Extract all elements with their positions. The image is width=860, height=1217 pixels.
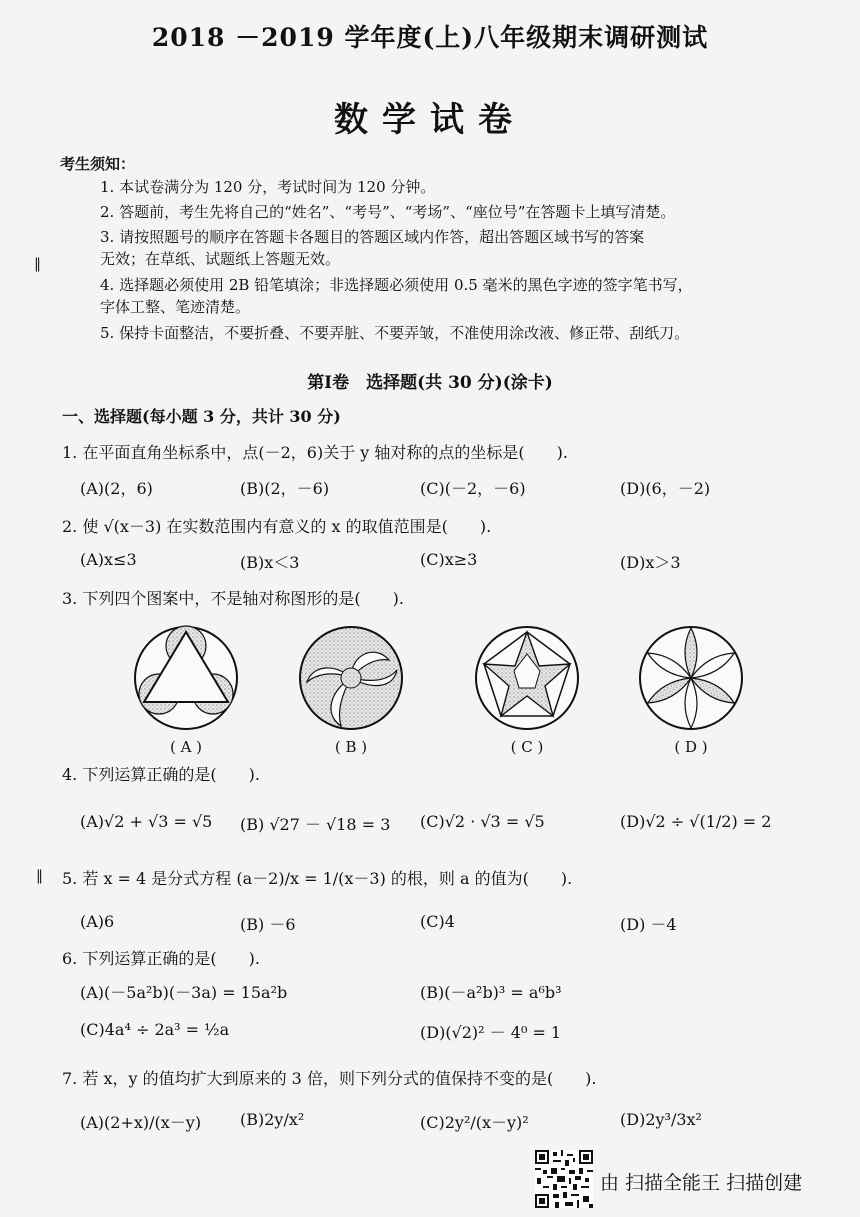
question-5-option-b: (B) －6 bbox=[240, 915, 296, 934]
question-5-option-c: (C)4 bbox=[420, 912, 455, 931]
question-6-stem: 6. 下列运算正确的是( ). bbox=[62, 949, 260, 968]
figure-d-petal-pattern bbox=[637, 624, 745, 732]
question-7-option-a: (A)(2+x)/(x－y) bbox=[80, 1113, 202, 1132]
question-6-option-d: (D)(√2)² － 4⁰ = 1 bbox=[420, 1023, 562, 1042]
notice-line: 2. 答题前，考生先将自己的“姓名”、“考号”、“考场”、“座位号”在答题卡上填写清楚。 bbox=[100, 203, 676, 221]
question-6-option-b: (B)(－a²b)³ = a⁶b³ bbox=[420, 983, 562, 1002]
notice-line: 3. 请按照题号的顺序在答题卡各题目的答题区域内作答，超出答题区域书写的答案 bbox=[100, 228, 645, 246]
subject-title: 数学试卷 bbox=[334, 100, 526, 140]
figure-c-star-pattern bbox=[473, 624, 581, 732]
question-4-stem: 4. 下列运算正确的是( ). bbox=[62, 765, 260, 784]
figure-b-swirl-pattern bbox=[297, 624, 405, 732]
notice-line: 1. 本试卷满分为 120 分，考试时间为 120 分钟。 bbox=[100, 178, 436, 196]
notice-line: 5. 保持卡面整洁，不要折叠、不要弄脏、不要弄皱，不准使用涂改液、修正带、刮纸刀。 bbox=[100, 324, 690, 342]
question-1-stem: 1. 在平面直角坐标系中，点(－2，6)关于 y 轴对称的点的坐标是( ). bbox=[62, 443, 568, 462]
question-7-option-c: (C)2y²/(x－y)² bbox=[420, 1113, 529, 1132]
question-1-option-c: (C)(－2，－6) bbox=[420, 479, 526, 498]
exam-title: 2018 －2019 学年度(上)八年级期末调研测试 bbox=[151, 23, 709, 52]
scanner-watermark: 由 扫描全能王 扫描创建 bbox=[600, 1172, 803, 1194]
question-5-option-a: (A)6 bbox=[80, 912, 115, 931]
question-5-stem: 5. 若 x = 4 是分式方程 (a－2)/x = 1/(x－3) 的根，则 a 的值为( ). bbox=[62, 869, 573, 888]
notice-label: 考生须知： bbox=[60, 155, 136, 173]
question-6-option-c: (C)4a⁴ ÷ 2a³ = ½a bbox=[80, 1020, 230, 1039]
part-title: 一、选择题(每小题 3 分，共计 30 分) bbox=[62, 407, 341, 426]
question-7-option-b: (B)2y/x² bbox=[240, 1110, 305, 1129]
figure-c-label: ( C ) bbox=[510, 738, 544, 756]
notice-line: 字体工整、笔迹清楚。 bbox=[100, 298, 251, 316]
figure-d-label: ( D ) bbox=[674, 738, 708, 756]
question-4-option-c: (C)√2 · √3 = √5 bbox=[420, 812, 545, 831]
question-2-option-d: (D)x＞3 bbox=[620, 553, 681, 572]
question-4-option-a: (A)√2 + √3 = √5 bbox=[80, 812, 213, 831]
question-1-option-d: (D)(6，－2) bbox=[620, 479, 711, 498]
question-7-stem: 7. 若 x，y 的值均扩大到原来的 3 倍，则下列分式的值保持不变的是( ). bbox=[62, 1069, 597, 1088]
question-2-option-a: (A)x≤3 bbox=[80, 550, 137, 569]
figure-a-label: ( A ) bbox=[169, 738, 203, 756]
notice-line: 4. 选择题必须使用 2B 铅笔填涂；非选择题必须使用 0.5 毫米的黑色字迹的签字笔书写， bbox=[100, 276, 693, 294]
question-4-option-d: (D)√2 ÷ √(1/2) = 2 bbox=[620, 812, 772, 831]
question-2-option-c: (C)x≥3 bbox=[420, 550, 478, 569]
margin-mark: ‖ bbox=[36, 868, 43, 884]
section-title: 第Ⅰ卷 选择题(共 30 分)(涂卡) bbox=[307, 373, 553, 393]
qr-code-icon bbox=[535, 1150, 593, 1208]
figure-a-triangle-pattern bbox=[132, 624, 240, 732]
figure-b-label: ( B ) bbox=[334, 738, 368, 756]
question-2-stem: 2. 使 √(x－3) 在实数范围内有意义的 x 的取值范围是( ). bbox=[62, 517, 492, 536]
question-5-option-d: (D) －4 bbox=[620, 915, 677, 934]
question-2-option-b: (B)x＜3 bbox=[240, 553, 300, 572]
margin-mark: ‖ bbox=[34, 256, 41, 272]
question-7-option-d: (D)2y³/3x² bbox=[620, 1110, 702, 1129]
notice-line: 无效；在草纸、试题纸上答题无效。 bbox=[100, 250, 341, 268]
question-1-option-b: (B)(2，－6) bbox=[240, 479, 330, 498]
question-4-option-b: (B) √27 － √18 = 3 bbox=[240, 815, 391, 834]
question-1-option-a: (A)(2，6) bbox=[80, 479, 153, 498]
question-6-option-a: (A)(－5a²b)(－3a) = 15a²b bbox=[80, 983, 288, 1002]
question-3-stem: 3. 下列四个图案中，不是轴对称图形的是( ). bbox=[62, 589, 404, 608]
